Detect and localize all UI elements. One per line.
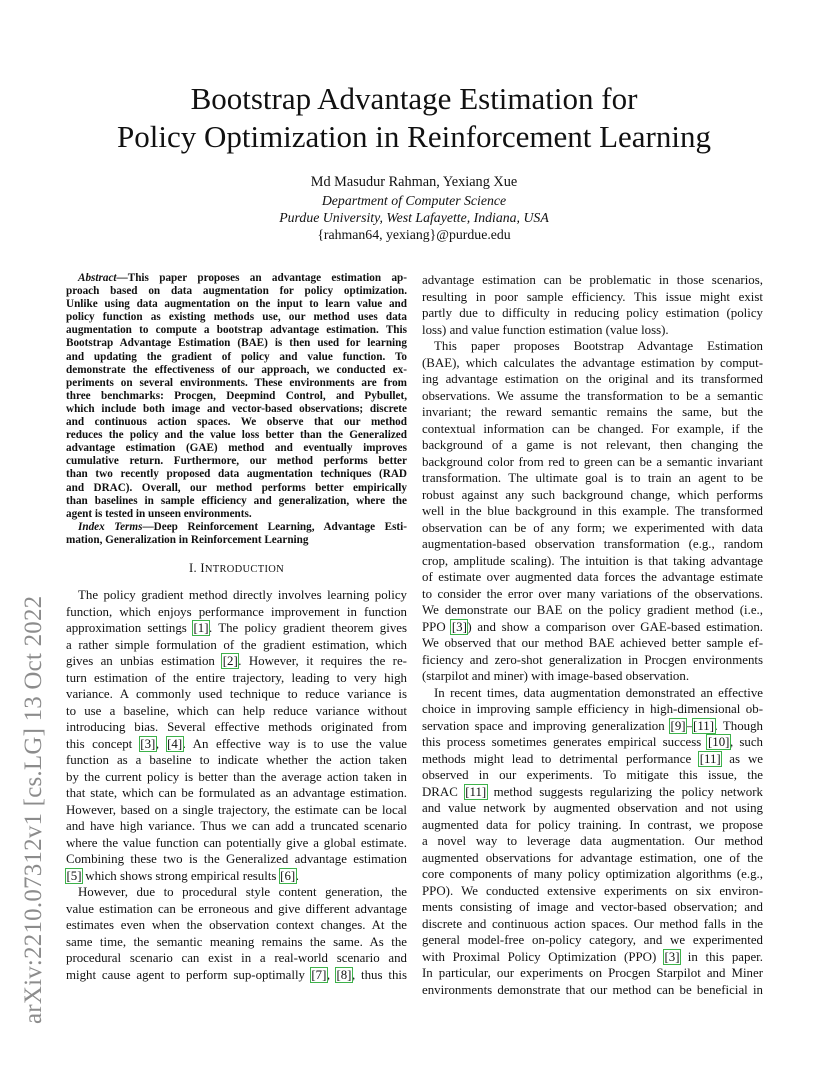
section-number: I. xyxy=(188,560,197,575)
author-names: Md Masudur Rahman, Yexiang Xue xyxy=(310,174,518,190)
text-line xyxy=(66,620,407,637)
abstract-line: cumulative return. Furthermore, our method performs better xyxy=(66,455,407,468)
text-line: background of a game is not relevant, then changing the xyxy=(422,438,763,452)
text-segment: which shows strong empirical results xyxy=(82,868,280,883)
title-line-2: Policy Optimization in Reinforcement Learning xyxy=(116,119,711,154)
text-segment: this concept xyxy=(66,736,140,751)
text-line: by the current policy is better than the average action taken in xyxy=(66,769,407,784)
text-line: ing advantage estimation on the original and its transformed xyxy=(422,372,763,386)
text-line xyxy=(66,653,407,670)
intro-paragraph-2 xyxy=(66,884,407,983)
text-line: that state, which can be formulated as an advantage estimation. xyxy=(66,786,407,801)
abstract-line: advantage estimation (GAE) method and eventually improves xyxy=(66,442,407,455)
text-line: well in the blue background in this example. The transformed xyxy=(422,504,763,518)
right-column xyxy=(422,272,763,998)
abstract-line: proach based on data augmentation for policy optimization. xyxy=(66,285,407,298)
text-line: environments demonstrate that our method can be beneficial in xyxy=(422,982,763,997)
text-line: However, based on a single trajectory, the estimate can be local xyxy=(66,802,407,817)
text-line: procedural scenario can exist in a real-world scenario and xyxy=(66,951,407,966)
text-line: estimates even when the observation context changes. At the xyxy=(66,918,407,933)
text-line: function, which enjoys performance improvement in function xyxy=(66,604,407,619)
text-line: Combining these two is the Generalized advantage estimation xyxy=(66,852,407,867)
text-segment: in this paper. xyxy=(680,949,763,964)
text-line xyxy=(422,949,763,966)
intro-paragraph-3 xyxy=(422,272,763,338)
text-segment: . However, it requires the re- xyxy=(238,654,407,669)
text-line xyxy=(66,868,407,885)
intro-paragraph-4 xyxy=(422,338,763,685)
text-line: We observed that our method BAE achieved better sample ef- xyxy=(422,636,763,650)
abstract-line: agent is tested in unseen environments. xyxy=(66,507,252,520)
abstract-line: three benchmarks: Procgen, Deepmind Control, and Pybullet, xyxy=(66,389,407,402)
text-line: invariant; the reward semantic remains the same, but the xyxy=(422,405,763,419)
text-line: augmentation-based observation transformation (e.g., random xyxy=(422,537,763,551)
text-line: general model-free on-policy category, and we experimented xyxy=(422,933,763,947)
text-line: However, due to procedural style content generation, the xyxy=(78,885,407,900)
text-line: discrete and continuous action spaces. Our method falls in the xyxy=(422,916,763,931)
text-segment: . An effective way is to use the value xyxy=(182,736,407,751)
abstract-line: and DRAC). Overall, our method performs better empirically xyxy=(66,481,407,494)
citation-link[interactable]: [6] xyxy=(280,868,296,883)
left-column xyxy=(66,272,407,983)
paper-title xyxy=(60,80,768,156)
text-line: PPO). We conducted extensive experiments on six environ- xyxy=(422,883,763,898)
text-line xyxy=(422,619,763,636)
arxiv-identifier-stamp: arXiv:2210.07312v1 [cs.LG] 13 Oct 2022 xyxy=(20,595,47,1024)
abstract xyxy=(66,272,407,547)
text-segment: gives an unbias estimation xyxy=(66,654,223,669)
text-segment: this process sometimes generates empirical success xyxy=(422,735,708,749)
text-line: core components of many policy optimization algorithms (e.g., xyxy=(422,867,763,881)
text-line: (BAE), which calculates the advantage estimation by comput- xyxy=(422,355,763,370)
text-segment: might cause agent to perform sup-optimally xyxy=(66,967,311,982)
text-line: turn estimation of the entire trajectory, leading to very high xyxy=(66,670,407,685)
text-line: observed in our experiments. To mitigate this issue, the xyxy=(422,768,763,782)
text-line xyxy=(422,734,763,751)
text-segment: . xyxy=(295,868,299,883)
text-segment: ) and show a comparison over GAE-based estimation. xyxy=(467,619,763,634)
intro-paragraph-5 xyxy=(422,685,763,999)
citation-link[interactable]: [11] xyxy=(465,784,487,799)
text-segment: DRAC xyxy=(422,784,465,799)
text-line: function as a baseline to indicate whether the action taken xyxy=(66,753,407,768)
text-line: of estimate over augmented data forces the advantage estimate xyxy=(422,570,763,584)
text-line xyxy=(66,967,407,984)
text-segment: approximation settings xyxy=(66,621,193,636)
index-terms-label: Index Terms xyxy=(78,520,143,533)
abstract-line: which include both image and vector-based observations; discrete xyxy=(66,402,407,415)
text-line: to use a baseline, which can help reduce variance without xyxy=(66,703,407,718)
text-line: a novel way to leverage data augmentation. Our method xyxy=(422,834,763,848)
text-line: variance. A commonly used technique to reduce variance is xyxy=(66,687,407,702)
text-line: transformation. The ultimate goal is to train an agent to be xyxy=(422,471,763,485)
text-line: advantage estimation can be problematic in those scenarios, xyxy=(422,273,763,287)
text-line: background color from red to green can be a semantic invariant xyxy=(422,454,763,469)
text-line xyxy=(66,736,407,753)
text-segment: PPO xyxy=(422,619,452,634)
intro-paragraph-1 xyxy=(66,587,407,884)
text-segment: method suggests regularizing the policy network xyxy=(486,784,763,799)
text-line: choice in improving sample efficiency in high-dimensional ob- xyxy=(422,702,763,716)
abstract-line: and continuous action spaces. We observe that our method xyxy=(66,416,407,429)
abstract-line: Abstract—This paper proposes an advantage estimation ap- xyxy=(78,272,407,284)
text-segment: . Though xyxy=(714,718,763,733)
section-heading-introduction xyxy=(66,560,407,579)
text-segment: with Proximal Policy Optimization (PPO) xyxy=(422,949,664,964)
citation-link[interactable]: [3] xyxy=(451,619,467,634)
text-line: (starpilot and miner) with image-based observation. xyxy=(422,669,690,683)
index-terms-line: Index Terms—Deep Reinforcement Learning, Advantage Esti- xyxy=(78,520,407,533)
text-line: We demonstrate our BAE on the policy gradient method (i.e., xyxy=(422,603,763,617)
text-line: and value network by augmented observation and not using xyxy=(422,801,763,815)
text-line: robust against any such background change, which performs xyxy=(422,487,763,502)
text-line: where the value function can potentially give a global estimate. xyxy=(66,835,407,850)
abstract-line: reduces the policy and the value loss better than the Generalized xyxy=(66,429,407,442)
abstract-line: periments on several environments. These environments are from xyxy=(66,376,407,389)
text-line: introducing bias. Several effective methods originated from xyxy=(66,720,407,735)
citation-link[interactable]: [9] xyxy=(670,718,686,733)
author-affiliation: Purdue University, West Lafayette, Indiana, USA xyxy=(279,210,549,225)
title-line-1: Bootstrap Advantage Estimation for xyxy=(190,81,638,116)
text-segment: – xyxy=(686,718,693,733)
text-line: ments consisting of image and vector-based observation; and xyxy=(422,900,763,914)
citation-link[interactable]: [8] xyxy=(336,967,352,982)
text-line: contextual information can be changed. For example, if the xyxy=(422,421,763,436)
text-line: augmented data for policy training. In contrast, we propose xyxy=(422,817,763,832)
abstract-line: demonstrate the effectiveness of our approach, we conducted ex- xyxy=(66,363,407,376)
citation-link[interactable]: [11] xyxy=(699,751,721,766)
citation-link[interactable]: [2] xyxy=(222,654,238,669)
text-line: value estimation can be erroneous and give different advantage xyxy=(66,901,407,916)
text-line xyxy=(422,751,763,768)
abstract-line: policy function as existing methods use, our method uses data xyxy=(66,311,407,324)
text-line: observations. We assume the transformation to be a semantic xyxy=(422,388,763,403)
section-title-initial: I xyxy=(200,560,205,575)
text-line: In recent times, data augmentation demonstrated an effective xyxy=(434,685,763,700)
abstract-line: than two recently proposed data augmentation techniques (RAD xyxy=(66,468,407,481)
text-line: a rather simple formulation of the gradient estimation, which xyxy=(66,637,407,652)
citation-link[interactable]: [3] xyxy=(140,736,156,751)
citation-link[interactable]: [10] xyxy=(707,735,730,749)
author-email: {rahman64, yexiang}@purdue.edu xyxy=(317,227,511,242)
text-segment: , xyxy=(155,736,167,751)
abstract-line: Unlike using data augmentation on the input to learn value and xyxy=(66,298,407,311)
abstract-line: and updating the gradient of policy and value function. To xyxy=(66,350,407,363)
text-line: same time, the semantic meaning remains the same. As the xyxy=(66,934,407,949)
text-line xyxy=(422,718,763,735)
citation-link[interactable]: [4] xyxy=(167,736,183,751)
text-line: This paper proposes Bootstrap Advantage Estimation xyxy=(434,339,763,353)
text-segment: methods might lead to detrimental performance xyxy=(422,751,700,766)
citation-link[interactable]: [1] xyxy=(193,621,209,636)
citation-link[interactable]: [5] xyxy=(66,868,82,883)
text-segment: , such xyxy=(729,735,763,749)
text-line: In particular, our experiments on Procgen Starpilot and Miner xyxy=(422,966,763,980)
index-terms-line: mation, Generalization in Reinforcement Learning xyxy=(66,533,309,546)
author-block xyxy=(60,174,768,243)
text-line: ficiency and zero-shot generalization in Procgen environments xyxy=(422,652,763,667)
text-line: observation can be of any form; we experimented with data xyxy=(422,520,763,535)
text-segment: as we xyxy=(721,751,764,766)
abstract-line: than baselines in sample efficiency and generalization, where the xyxy=(66,494,407,507)
text-segment: , thus this xyxy=(351,967,407,982)
citation-link[interactable]: [7] xyxy=(311,967,327,982)
citation-link[interactable]: [3] xyxy=(664,949,680,964)
abstract-line: Bootstrap Advantage Estimation (BAE) is then used for learning xyxy=(66,337,407,350)
text-line: loss) and value function estimation (value loss). xyxy=(422,322,669,337)
author-department: Department of Computer Science xyxy=(321,193,507,208)
text-line: The policy gradient method directly involves learning policy xyxy=(78,588,407,603)
text-line: resulting in poor sample efficiency. This issue might exist xyxy=(422,289,763,304)
text-segment: . The policy gradient theorem gives xyxy=(209,621,408,636)
section-title-rest: NTRODUCTION xyxy=(204,563,285,575)
abstract-line: augmentation to compute a bootstrap advantage estimation. This xyxy=(66,324,407,337)
text-line: augmented observations for advantage estimation, one of the xyxy=(422,850,763,865)
text-line: and have high variance. Thus we can add a truncated scenario xyxy=(66,819,407,834)
text-line: crop, amplitude scaling). The intuition is that taking advantage xyxy=(422,553,763,568)
text-segment: , xyxy=(326,967,336,982)
text-line: partly due to difficulty in reducing policy estimation (policy xyxy=(422,306,763,320)
citation-link[interactable]: [11] xyxy=(693,718,715,733)
abstract-label: Abstract xyxy=(78,272,117,284)
text-line xyxy=(422,784,763,801)
text-segment: servation space and improving generalization xyxy=(422,718,671,733)
text-line: to consider the error over many variations of the observations. xyxy=(422,586,763,601)
